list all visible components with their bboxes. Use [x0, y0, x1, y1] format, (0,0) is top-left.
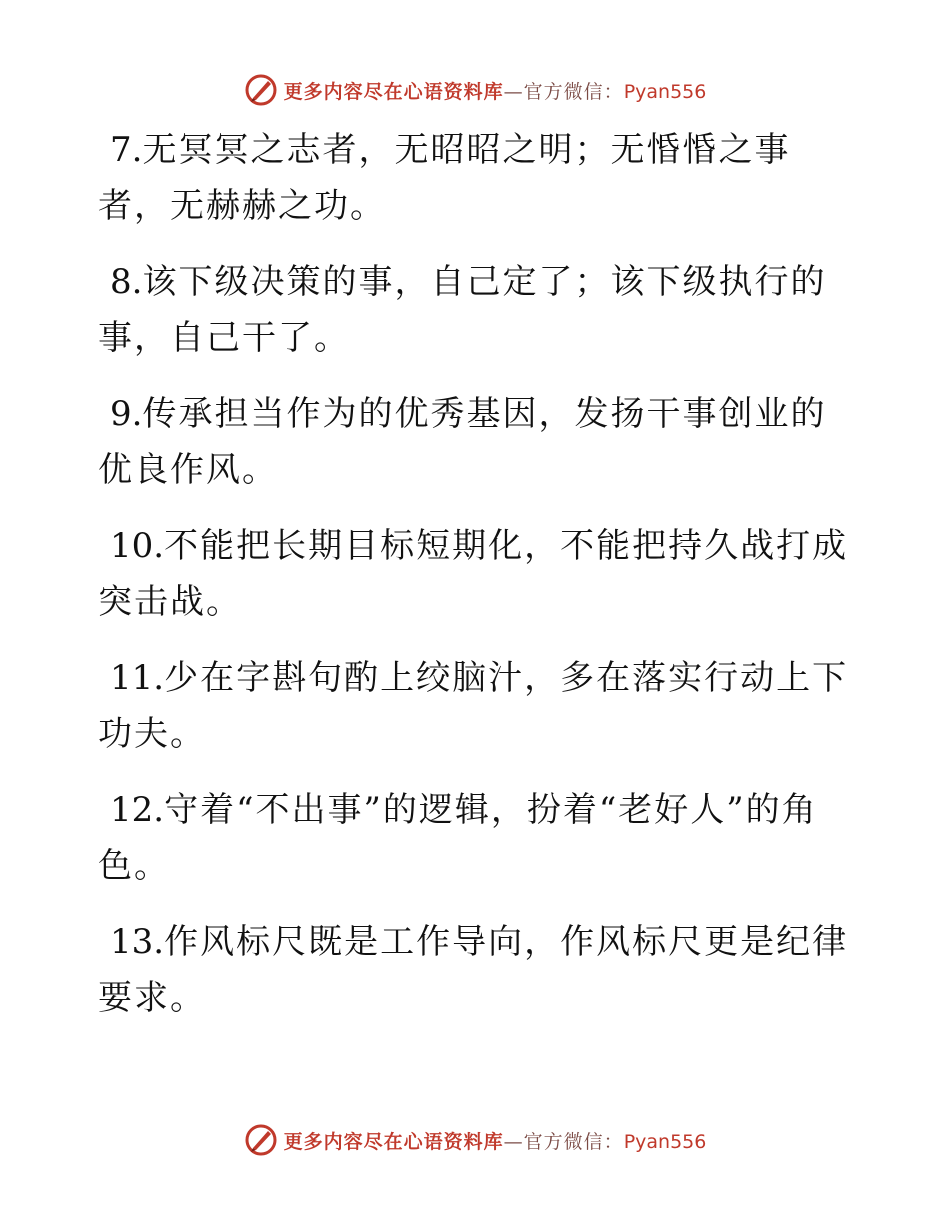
- footer-watermark: [0, 1120, 950, 1160]
- list-item: 7.无冥冥之志者，无昭昭之明；无惛惛之事者，无赫赫之功。: [98, 130, 791, 226]
- list-item: 10.不能把长期目标短期化，不能把持久战打成突击战。: [98, 526, 849, 622]
- watermark-prefix: 更多内容尽在心语资料库: [283, 80, 504, 103]
- watermark-handle: Pyan556: [623, 80, 707, 103]
- pen-logo-icon: [244, 1123, 278, 1157]
- watermark-dash: —: [503, 80, 524, 103]
- watermark-text: [284, 1127, 707, 1154]
- watermark-suffix: 官方微信：: [523, 1130, 624, 1153]
- header-watermark: [0, 70, 950, 110]
- watermark-handle: Pyan556: [623, 1130, 707, 1153]
- pen-logo-icon: [244, 73, 278, 107]
- list-item: 8.该下级决策的事，自己定了；该下级执行的事，自己干了。: [98, 262, 827, 358]
- watermark-dash: —: [503, 1130, 524, 1153]
- list-item: 11.少在字斟句酌上绞脑汁，多在落实行动上下功夫。: [98, 658, 849, 754]
- document-body: [98, 122, 853, 1046]
- watermark-text: [284, 77, 707, 104]
- list-item: 9.传承担当作为的优秀基因，发扬干事创业的优良作风。: [98, 394, 827, 490]
- list-item: 12.守着“不出事”的逻辑，扮着“老好人”的角色。: [98, 790, 818, 886]
- list-item: 13.作风标尺既是工作导向，作风标尺更是纪律要求。: [98, 922, 849, 1018]
- watermark-suffix: 官方微信：: [523, 80, 624, 103]
- watermark-prefix: 更多内容尽在心语资料库: [283, 1130, 504, 1153]
